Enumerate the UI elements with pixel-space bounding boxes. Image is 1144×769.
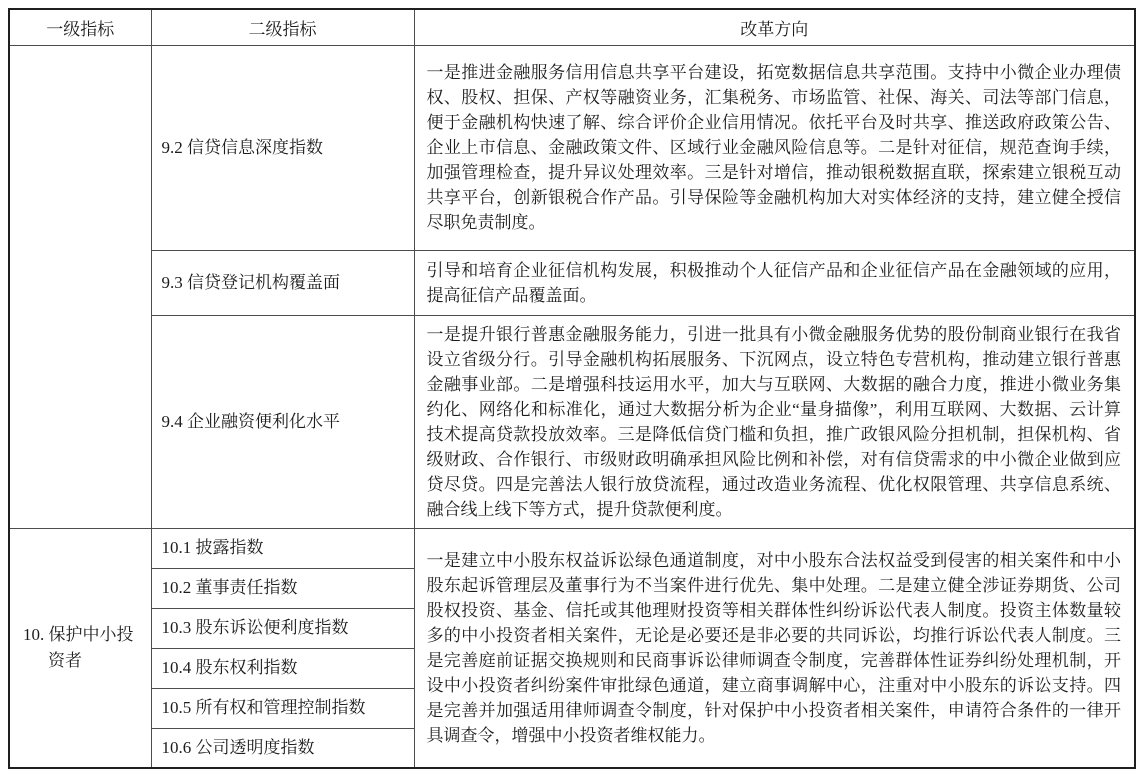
table-row	[9, 250, 1135, 315]
table-row	[9, 528, 1135, 568]
level2-cell-9-3: 9.3 信贷登记机构覆盖面	[151, 250, 414, 315]
level2-cell-10-3: 10.3 股东诉讼便利度指数	[151, 608, 414, 648]
level2-cell-10-2: 10.2 董事责任指数	[151, 568, 414, 608]
direction-cell-9-3: 引导和培育企业征信机构发展，积极推动个人征信产品和企业征信产品在金融领域的应用，提高征信产品覆盖面。	[414, 250, 1135, 315]
level2-cell-9-2: 9.2 信贷信息深度指数	[151, 45, 414, 250]
direction-cell-10: 一是建立中小股东权益诉讼绿色通道制度，对中小股东合法权益受到侵害的相关案件和中小股东起诉管理层及董事行为不当案件进行优先、集中处理。二是建立健全涉证券期货、公司股权投资、基金、信托或其他理财投资等相关群体性纠纷诉讼代表人制度。投资主体数量较多的中小投资者相关案件，无论是必要还是非必要的共同诉讼，均推行诉讼代表人制度。三是完善庭前证据交换规则和民商事诉讼律师调查令制度，完善群体性证券纠纷处理机制，开设中小投资者纠纷案件审批绿色通道，建立商事调解中心，注重对中小股东的诉讼支持。四是完善并加强适用律师调查令制度，针对保护中小投资者相关案件，申请符合条件的一律开具调查令，增强中小投资者维权能力。	[414, 528, 1135, 768]
level2-cell-10-1: 10.1 披露指数	[151, 528, 414, 568]
header-level2-indicator: 二级指标	[151, 9, 414, 45]
level2-cell-10-6: 10.6 公司透明度指数	[151, 728, 414, 768]
level2-cell-10-4: 10.4 股东权利指数	[151, 648, 414, 688]
indicator-table	[8, 8, 1136, 769]
level2-cell-10-5: 10.5 所有权和管理控制指数	[151, 688, 414, 728]
table-row	[9, 45, 1135, 250]
level1-cell-section-10: 10. 保护中小投资者	[9, 528, 151, 768]
table-row	[9, 315, 1135, 528]
level1-cell-section-9	[9, 45, 151, 528]
direction-cell-9-4: 一是提升银行普惠金融服务能力，引进一批具有小微金融服务优势的股份制商业银行在我省设立省级分行。引导金融机构拓展服务、下沉网点，设立特色专营机构，推动建立银行普惠金融事业部。二是增强科技运用水平，加大与互联网、大数据的融合力度，推进小微业务集约化、网络化和标准化，通过大数据分析为企业“量身描像”，利用互联网、大数据、云计算技术提高贷款投放效率。三是降低信贷门槛和负担，推广政银风险分担机制，担保机构、省级财政、合作银行、市级财政明确承担风险比例和补偿，对有信贷需求的中小微企业做到应贷尽贷。四是完善法人银行放贷流程，通过改造业务流程、优化权限管理、共享信息系统、融合线上线下等方式，提升贷款便利度。	[414, 315, 1135, 528]
level2-cell-9-4: 9.4 企业融资便利化水平	[151, 315, 414, 528]
header-level1-indicator: 一级指标	[9, 9, 151, 45]
header-reform-direction: 改革方向	[414, 9, 1135, 45]
table-header-row	[9, 9, 1135, 45]
direction-cell-9-2: 一是推进金融服务信用信息共享平台建设，拓宽数据信息共享范围。支持中小微企业办理债权、股权、担保、产权等融资业务，汇集税务、市场监管、社保、海关、司法等部门信息，便于金融机构快速了解、综合评价企业信用情况。依托平台及时共享、推送政府政策公告、企业上市信息、金融政策文件、区域行业金融风险信息等。二是针对征信，规范查询手续，加强管理检查，提升异议处理效率。三是针对增信，推动银税数据直联，探索建立银税互动共享平台，创新银税合作产品。引导保险等金融机构加大对实体经济的支持，建立健全授信尽职免责制度。	[414, 45, 1135, 250]
